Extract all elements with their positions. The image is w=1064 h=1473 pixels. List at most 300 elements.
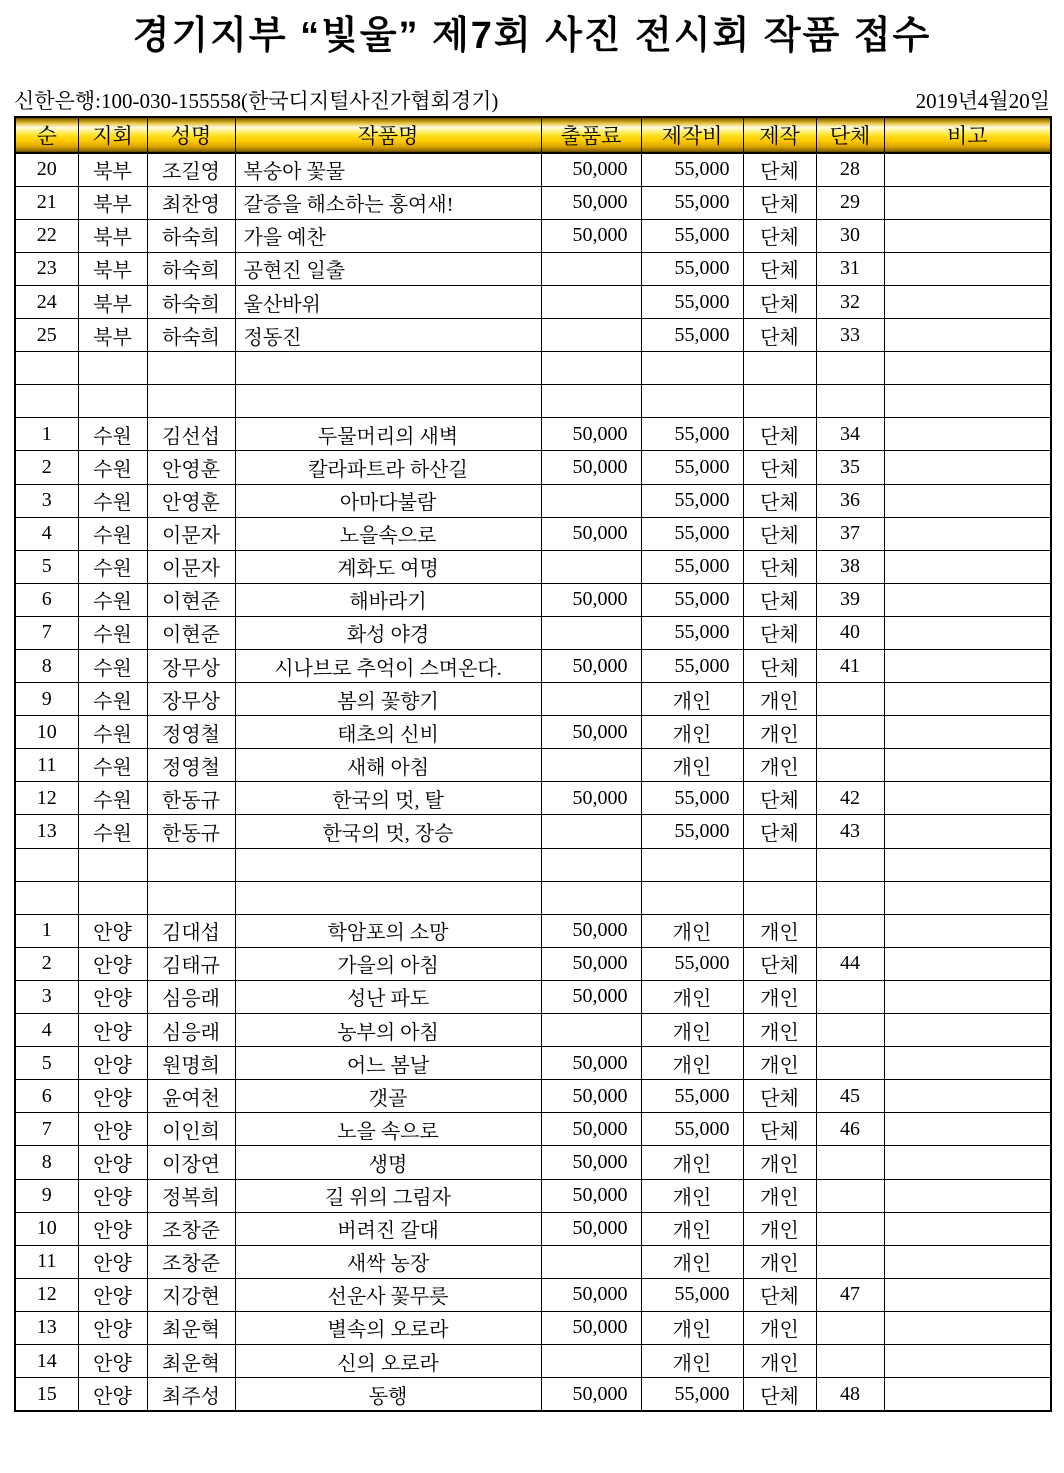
- cell-no: 4: [15, 1014, 78, 1047]
- cell-type: 단체: [743, 517, 816, 550]
- cell-name: 하숙희: [147, 252, 235, 285]
- cell-note: [884, 153, 1051, 187]
- table-row: [15, 1278, 1051, 1311]
- cell-name: [147, 385, 235, 418]
- cell-note: [884, 716, 1051, 749]
- cell-note: [884, 848, 1051, 881]
- cell-group: [816, 749, 884, 782]
- cell-no: 14: [15, 1344, 78, 1377]
- table-row: [15, 1245, 1051, 1278]
- cell-group: [816, 1146, 884, 1179]
- cell-name: 정복희: [147, 1179, 235, 1212]
- cell-note: [884, 583, 1051, 616]
- cell-fee: 50,000: [541, 1047, 641, 1080]
- cell-branch: [78, 352, 147, 385]
- cell-branch: 안양: [78, 1014, 147, 1047]
- cell-branch: 안양: [78, 1047, 147, 1080]
- cell-work: 계화도 여명: [235, 550, 541, 583]
- cell-no: 6: [15, 583, 78, 616]
- column-header-branch: 지회: [78, 117, 147, 153]
- cell-no: 24: [15, 285, 78, 318]
- cell-cost: 개인: [641, 1047, 743, 1080]
- cell-fee: 50,000: [541, 153, 641, 187]
- cell-branch: 수원: [78, 451, 147, 484]
- cell-work: 새싹 농장: [235, 1245, 541, 1278]
- date-text: 2019년4월20일: [915, 88, 1050, 113]
- cell-fee: [541, 319, 641, 352]
- cell-no: 23: [15, 252, 78, 285]
- cell-type: 개인: [743, 1179, 816, 1212]
- cell-fee: 50,000: [541, 517, 641, 550]
- cell-note: [884, 418, 1051, 451]
- cell-cost: 55,000: [641, 947, 743, 980]
- cell-fee: [541, 815, 641, 848]
- cell-cost: 개인: [641, 716, 743, 749]
- cell-note: [884, 782, 1051, 815]
- cell-branch: 북부: [78, 219, 147, 252]
- cell-note: [884, 749, 1051, 782]
- table-row: [15, 252, 1051, 285]
- cell-type: 단체: [743, 782, 816, 815]
- cell-work: 복숭아 꽃물: [235, 153, 541, 187]
- cell-group: 30: [816, 219, 884, 252]
- cell-group: [816, 1014, 884, 1047]
- cell-work: 학암포의 소망: [235, 914, 541, 947]
- table-row: [15, 186, 1051, 219]
- cell-cost: 개인: [641, 1311, 743, 1344]
- cell-name: 심응래: [147, 1014, 235, 1047]
- cell-name: 하숙희: [147, 219, 235, 252]
- cell-work: 생명: [235, 1146, 541, 1179]
- cell-note: [884, 1113, 1051, 1146]
- cell-note: [884, 1245, 1051, 1278]
- cell-group: [816, 1245, 884, 1278]
- cell-branch: 안양: [78, 1113, 147, 1146]
- cell-no: 22: [15, 219, 78, 252]
- cell-note: [884, 1179, 1051, 1212]
- cell-name: 김선섭: [147, 418, 235, 451]
- cell-branch: 수원: [78, 418, 147, 451]
- cell-cost: 55,000: [641, 815, 743, 848]
- cell-cost: 55,000: [641, 517, 743, 550]
- cell-note: [884, 1014, 1051, 1047]
- cell-name: 이현준: [147, 583, 235, 616]
- cell-fee: 50,000: [541, 583, 641, 616]
- cell-note: [884, 1311, 1051, 1344]
- cell-name: 정영철: [147, 716, 235, 749]
- cell-work: [235, 385, 541, 418]
- cell-work: 두물머리의 새벽: [235, 418, 541, 451]
- table-row: [15, 683, 1051, 716]
- cell-no: 4: [15, 517, 78, 550]
- cell-no: 20: [15, 153, 78, 187]
- column-header-group: 단체: [816, 117, 884, 153]
- cell-name: 장무상: [147, 650, 235, 683]
- cell-type: 단체: [743, 219, 816, 252]
- cell-name: 이장연: [147, 1146, 235, 1179]
- cell-work: 노을 속으로: [235, 1113, 541, 1146]
- cell-note: [884, 319, 1051, 352]
- cell-no: 10: [15, 716, 78, 749]
- cell-work: 별속의 오로라: [235, 1311, 541, 1344]
- cell-note: [884, 815, 1051, 848]
- cell-fee: 50,000: [541, 186, 641, 219]
- cell-type: 단체: [743, 451, 816, 484]
- cell-group: [816, 1311, 884, 1344]
- column-header-work: 작품명: [235, 117, 541, 153]
- cell-work: [235, 848, 541, 881]
- cell-cost: 개인: [641, 1014, 743, 1047]
- cell-work: 노을속으로: [235, 517, 541, 550]
- cell-fee: [541, 616, 641, 649]
- cell-note: [884, 186, 1051, 219]
- column-header-name: 성명: [147, 117, 235, 153]
- cell-cost: 개인: [641, 1245, 743, 1278]
- table-row: [15, 1080, 1051, 1113]
- cell-note: [884, 517, 1051, 550]
- cell-fee: 50,000: [541, 1080, 641, 1113]
- table-row: [15, 385, 1051, 418]
- cell-work: 가을의 아침: [235, 947, 541, 980]
- table-row: [15, 749, 1051, 782]
- cell-cost: [641, 881, 743, 914]
- cell-fee: [541, 848, 641, 881]
- cell-name: 조길영: [147, 153, 235, 187]
- cell-group: 37: [816, 517, 884, 550]
- cell-cost: 55,000: [641, 550, 743, 583]
- cell-group: [816, 1047, 884, 1080]
- cell-group: 31: [816, 252, 884, 285]
- cell-name: 윤여천: [147, 1080, 235, 1113]
- cell-cost: 55,000: [641, 1113, 743, 1146]
- cell-cost: 개인: [641, 980, 743, 1013]
- cell-cost: 개인: [641, 683, 743, 716]
- table-row: [15, 1014, 1051, 1047]
- cell-name: 정영철: [147, 749, 235, 782]
- column-header-cost: 제작비: [641, 117, 743, 153]
- cell-group: 43: [816, 815, 884, 848]
- cell-branch: [78, 385, 147, 418]
- cell-branch: 수원: [78, 782, 147, 815]
- table-row: [15, 285, 1051, 318]
- cell-no: 2: [15, 451, 78, 484]
- cell-group: [816, 848, 884, 881]
- cell-type: [743, 881, 816, 914]
- cell-type: 단체: [743, 550, 816, 583]
- cell-name: 하숙희: [147, 285, 235, 318]
- cell-type: 단체: [743, 484, 816, 517]
- cell-note: [884, 385, 1051, 418]
- cell-no: 12: [15, 1278, 78, 1311]
- cell-work: 성난 파도: [235, 980, 541, 1013]
- cell-group: [816, 385, 884, 418]
- table-row: [15, 947, 1051, 980]
- cell-fee: [541, 550, 641, 583]
- cell-note: [884, 1212, 1051, 1245]
- bank-account-text: 신한은행:100-030-155558(한국디지털사진가협회경기): [14, 88, 499, 113]
- table-row: [15, 1146, 1051, 1179]
- cell-name: 하숙희: [147, 319, 235, 352]
- cell-group: 45: [816, 1080, 884, 1113]
- cell-no: 10: [15, 1212, 78, 1245]
- cell-fee: 50,000: [541, 650, 641, 683]
- cell-no: 21: [15, 186, 78, 219]
- cell-branch: 안양: [78, 1179, 147, 1212]
- cell-group: 48: [816, 1378, 884, 1412]
- cell-type: 개인: [743, 1245, 816, 1278]
- cell-work: 시나브로 추억이 스며온다.: [235, 650, 541, 683]
- cell-no: 15: [15, 1378, 78, 1412]
- cell-type: 개인: [743, 683, 816, 716]
- cell-work: [235, 881, 541, 914]
- cell-no: 2: [15, 947, 78, 980]
- cell-work: 갯골: [235, 1080, 541, 1113]
- cell-group: 41: [816, 650, 884, 683]
- table-row: [15, 650, 1051, 683]
- cell-branch: 북부: [78, 319, 147, 352]
- document-page: [0, 13, 1064, 1412]
- cell-branch: [78, 881, 147, 914]
- cell-no: 9: [15, 683, 78, 716]
- cell-no: 3: [15, 484, 78, 517]
- table-row: [15, 451, 1051, 484]
- cell-fee: 50,000: [541, 451, 641, 484]
- cell-work: 농부의 아침: [235, 1014, 541, 1047]
- cell-cost: [641, 352, 743, 385]
- cell-cost: 55,000: [641, 1080, 743, 1113]
- cell-no: 7: [15, 1113, 78, 1146]
- cell-note: [884, 650, 1051, 683]
- cell-name: [147, 881, 235, 914]
- table-row: [15, 1212, 1051, 1245]
- cell-branch: 안양: [78, 1212, 147, 1245]
- cell-branch: 안양: [78, 914, 147, 947]
- cell-work: [235, 352, 541, 385]
- cell-branch: 안양: [78, 1245, 147, 1278]
- table-row: [15, 782, 1051, 815]
- cell-branch: 수원: [78, 650, 147, 683]
- info-bar: [14, 90, 1050, 113]
- cell-fee: 50,000: [541, 1378, 641, 1412]
- cell-branch: 안양: [78, 1378, 147, 1412]
- column-header-fee: 출품료: [541, 117, 641, 153]
- cell-group: 42: [816, 782, 884, 815]
- cell-work: 어느 봄날: [235, 1047, 541, 1080]
- cell-cost: 55,000: [641, 1278, 743, 1311]
- cell-cost: 55,000: [641, 252, 743, 285]
- cell-branch: 북부: [78, 252, 147, 285]
- cell-group: [816, 881, 884, 914]
- cell-type: 개인: [743, 914, 816, 947]
- cell-type: 개인: [743, 980, 816, 1013]
- cell-cost: 55,000: [641, 418, 743, 451]
- cell-group: 47: [816, 1278, 884, 1311]
- cell-type: 개인: [743, 749, 816, 782]
- cell-work: 선운사 꽃무릇: [235, 1278, 541, 1311]
- table-row: [15, 319, 1051, 352]
- cell-name: 최찬영: [147, 186, 235, 219]
- cell-fee: [541, 252, 641, 285]
- cell-no: 1: [15, 418, 78, 451]
- cell-note: [884, 1080, 1051, 1113]
- table-row: [15, 153, 1051, 187]
- cell-cost: 55,000: [641, 285, 743, 318]
- cell-note: [884, 451, 1051, 484]
- column-header-note: 비고: [884, 117, 1051, 153]
- cell-fee: [541, 749, 641, 782]
- cell-name: 이인희: [147, 1113, 235, 1146]
- cell-note: [884, 1278, 1051, 1311]
- cell-note: [884, 683, 1051, 716]
- cell-work: 한국의 멋, 장승: [235, 815, 541, 848]
- cell-group: 29: [816, 186, 884, 219]
- cell-group: [816, 980, 884, 1013]
- cell-fee: [541, 683, 641, 716]
- cell-note: [884, 1378, 1051, 1412]
- cell-name: 조창준: [147, 1212, 235, 1245]
- table-row: [15, 1311, 1051, 1344]
- cell-name: 최주성: [147, 1378, 235, 1412]
- cell-name: 최운혁: [147, 1311, 235, 1344]
- cell-work: 버려진 갈대: [235, 1212, 541, 1245]
- table-row: [15, 1113, 1051, 1146]
- cell-note: [884, 881, 1051, 914]
- cell-fee: [541, 484, 641, 517]
- cell-fee: 50,000: [541, 980, 641, 1013]
- cell-branch: 수원: [78, 716, 147, 749]
- cell-branch: 안양: [78, 1278, 147, 1311]
- cell-fee: [541, 1344, 641, 1377]
- cell-cost: 55,000: [641, 451, 743, 484]
- cell-fee: 50,000: [541, 1311, 641, 1344]
- cell-note: [884, 616, 1051, 649]
- cell-note: [884, 285, 1051, 318]
- cell-work: 정동진: [235, 319, 541, 352]
- cell-no: 5: [15, 550, 78, 583]
- cell-cost: [641, 385, 743, 418]
- column-header-no: 순: [15, 117, 78, 153]
- table-row: [15, 1378, 1051, 1412]
- cell-no: 8: [15, 1146, 78, 1179]
- cell-cost: 55,000: [641, 186, 743, 219]
- cell-name: 지강현: [147, 1278, 235, 1311]
- cell-group: [816, 1344, 884, 1377]
- cell-no: 25: [15, 319, 78, 352]
- cell-name: 장무상: [147, 683, 235, 716]
- cell-type: 개인: [743, 716, 816, 749]
- cell-note: [884, 550, 1051, 583]
- cell-work: 갈증을 해소하는 홍여새!: [235, 186, 541, 219]
- cell-branch: 북부: [78, 186, 147, 219]
- cell-note: [884, 914, 1051, 947]
- cell-fee: [541, 385, 641, 418]
- cell-note: [884, 980, 1051, 1013]
- cell-type: 단체: [743, 616, 816, 649]
- cell-cost: 개인: [641, 1212, 743, 1245]
- cell-type: [743, 848, 816, 881]
- cell-no: 1: [15, 914, 78, 947]
- cell-work: 동행: [235, 1378, 541, 1412]
- cell-type: 개인: [743, 1311, 816, 1344]
- table-row: [15, 219, 1051, 252]
- cell-name: 안영훈: [147, 451, 235, 484]
- cell-cost: [641, 848, 743, 881]
- cell-no: 6: [15, 1080, 78, 1113]
- cell-branch: 안양: [78, 980, 147, 1013]
- table-row: [15, 980, 1051, 1013]
- column-header-type: 제작: [743, 117, 816, 153]
- cell-fee: 50,000: [541, 947, 641, 980]
- cell-name: 이현준: [147, 616, 235, 649]
- cell-group: [816, 1212, 884, 1245]
- cell-group: 35: [816, 451, 884, 484]
- cell-name: 심응래: [147, 980, 235, 1013]
- cell-no: 9: [15, 1179, 78, 1212]
- cell-fee: 50,000: [541, 418, 641, 451]
- cell-group: 39: [816, 583, 884, 616]
- cell-group: [816, 1179, 884, 1212]
- cell-fee: 50,000: [541, 219, 641, 252]
- cell-branch: 수원: [78, 616, 147, 649]
- cell-work: 해바라기: [235, 583, 541, 616]
- cell-fee: 50,000: [541, 1212, 641, 1245]
- cell-no: 13: [15, 1311, 78, 1344]
- cell-cost: 55,000: [641, 319, 743, 352]
- cell-group: 40: [816, 616, 884, 649]
- cell-group: 28: [816, 153, 884, 187]
- cell-branch: 수원: [78, 517, 147, 550]
- cell-work: 아마다불람: [235, 484, 541, 517]
- cell-cost: 55,000: [641, 1378, 743, 1412]
- cell-group: 33: [816, 319, 884, 352]
- cell-work: 화성 야경: [235, 616, 541, 649]
- cell-type: 단체: [743, 947, 816, 980]
- cell-work: 울산바위: [235, 285, 541, 318]
- table-row: [15, 1344, 1051, 1377]
- cell-work: 봄의 꽃향기: [235, 683, 541, 716]
- cell-cost: 개인: [641, 1179, 743, 1212]
- cell-type: 개인: [743, 1146, 816, 1179]
- cell-type: 단체: [743, 583, 816, 616]
- cell-fee: [541, 1014, 641, 1047]
- cell-fee: 50,000: [541, 1113, 641, 1146]
- cell-type: 단체: [743, 252, 816, 285]
- cell-branch: 북부: [78, 285, 147, 318]
- cell-type: 단체: [743, 319, 816, 352]
- cell-branch: 안양: [78, 1146, 147, 1179]
- cell-type: 개인: [743, 1344, 816, 1377]
- cell-type: [743, 385, 816, 418]
- table-row: [15, 616, 1051, 649]
- table-row: [15, 881, 1051, 914]
- cell-no: 5: [15, 1047, 78, 1080]
- table-row: [15, 1047, 1051, 1080]
- cell-fee: [541, 285, 641, 318]
- cell-cost: 개인: [641, 1146, 743, 1179]
- cell-cost: 개인: [641, 914, 743, 947]
- cell-fee: 50,000: [541, 1146, 641, 1179]
- cell-cost: 55,000: [641, 484, 743, 517]
- cell-type: 단체: [743, 650, 816, 683]
- cell-type: 단체: [743, 1080, 816, 1113]
- cell-branch: 안양: [78, 1311, 147, 1344]
- cell-type: 개인: [743, 1212, 816, 1245]
- cell-branch: 수원: [78, 583, 147, 616]
- entries-table: [14, 116, 1052, 1413]
- cell-work: 한국의 멋, 탈: [235, 782, 541, 815]
- cell-no: 8: [15, 650, 78, 683]
- cell-no: 13: [15, 815, 78, 848]
